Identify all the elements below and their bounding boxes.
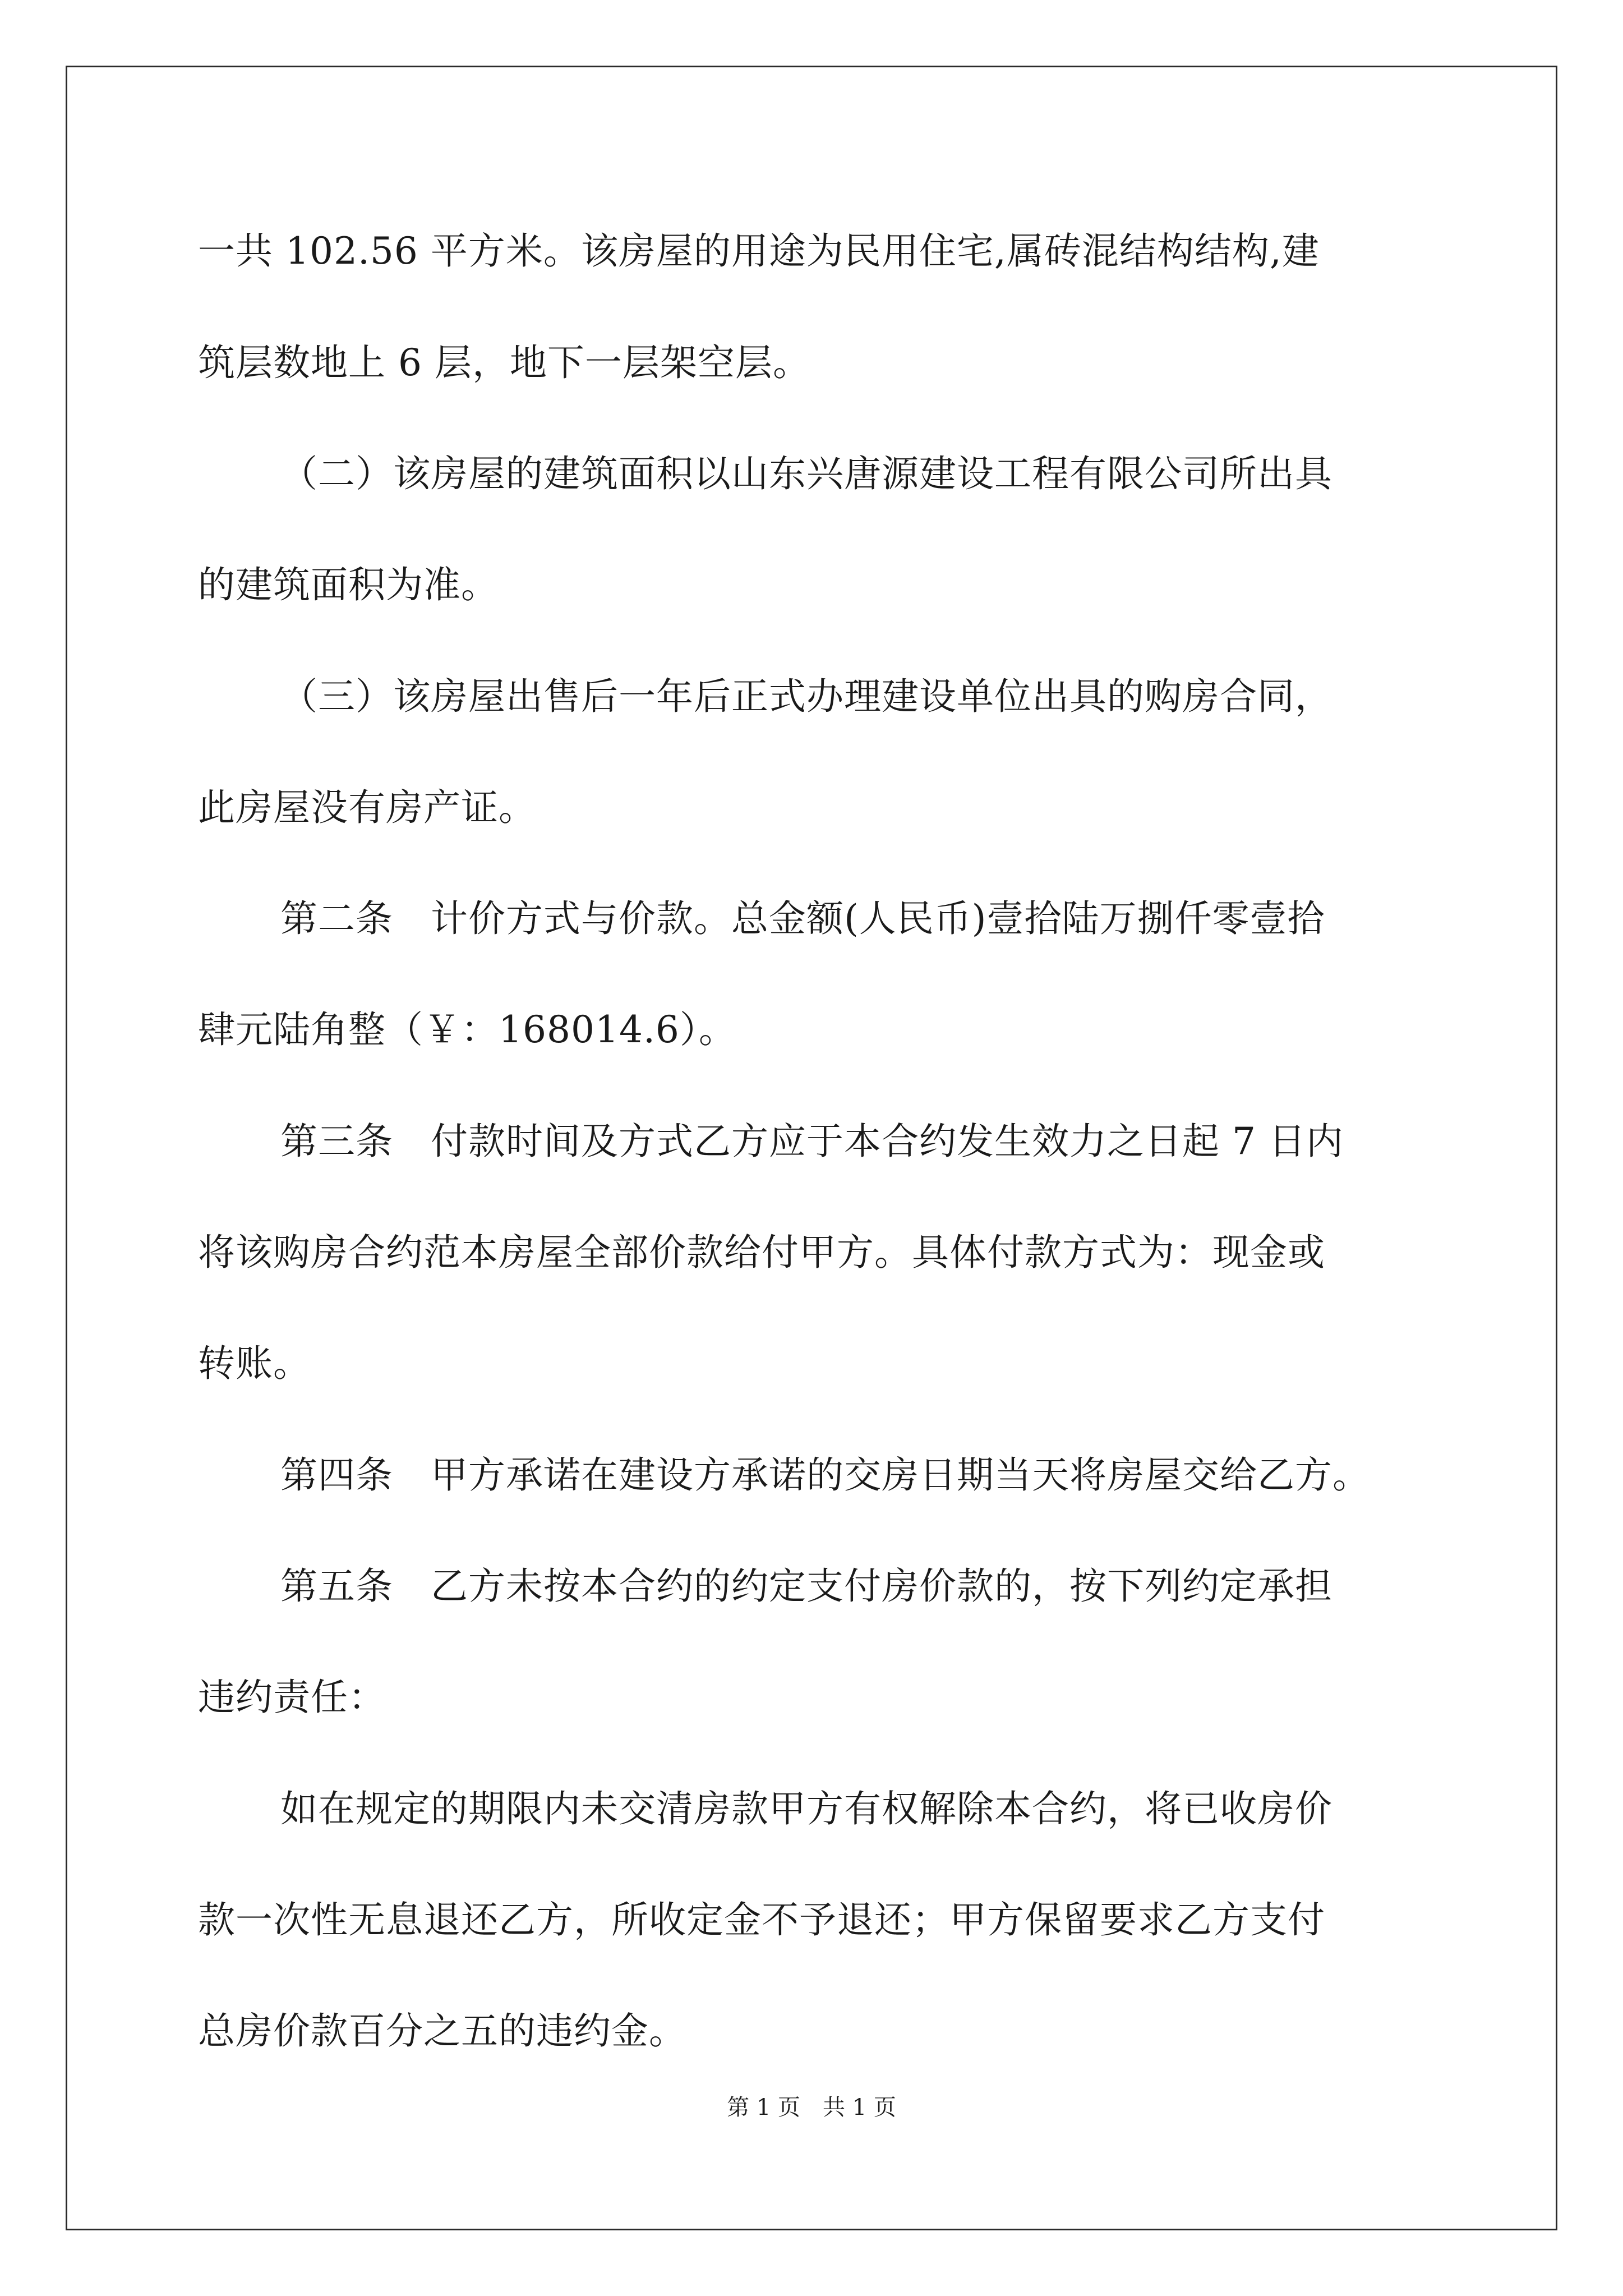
text-line: 将该购房合约范本房屋全部价款给付甲方。具体付款方式为：现金或 — [198, 1231, 1325, 1274]
text-line: 违约责任： — [198, 1676, 386, 1719]
text-line: 此房屋没有房产证。 — [198, 786, 536, 829]
text-line: 转账。 — [198, 1342, 311, 1385]
text-line: 总房价款百分之五的违约金。 — [198, 2009, 686, 2053]
text-line: 的建筑面积为准。 — [198, 563, 499, 606]
text-line: （二）该房屋的建筑面积以山东兴唐源建设工程有限公司所出具 — [280, 452, 1332, 495]
text-line: 第四条 甲方承诺在建设方承诺的交房日期当天将房屋交给乙方。 — [280, 1453, 1370, 1497]
text-line: 款一次性无息退还乙方，所收定金不予退还；甲方保留要求乙方支付 — [198, 1898, 1325, 1941]
page-number-footer: 第 1 页 共 1 页 — [727, 2095, 896, 2120]
text-line: 第三条 付款时间及方式乙方应于本合约发生效力之日起 7 日内 — [280, 1120, 1344, 1163]
text-line: 肆元陆角整（￥：168014.6）。 — [198, 1008, 736, 1051]
text-line: 一共 102.56 平方米。该房屋的用途为民用住宅,属砖混结构结构,建 — [198, 229, 1320, 273]
text-line: 第二条 计价方式与价款。总金额(人民币)壹拾陆万捌仟零壹拾 — [280, 897, 1325, 940]
text-line: 第五条 乙方未按本合约的约定支付房价款的，按下列约定承担 — [280, 1565, 1332, 1608]
text-line: 筑层数地上 6 层，地下一层架空层。 — [198, 341, 810, 384]
text-line: 如在规定的期限内未交清房款甲方有权解除本合约，将已收房价 — [280, 1787, 1332, 1830]
text-line: （三）该房屋出售后一年后正式办理建设单位出具的购房合同， — [280, 675, 1332, 718]
